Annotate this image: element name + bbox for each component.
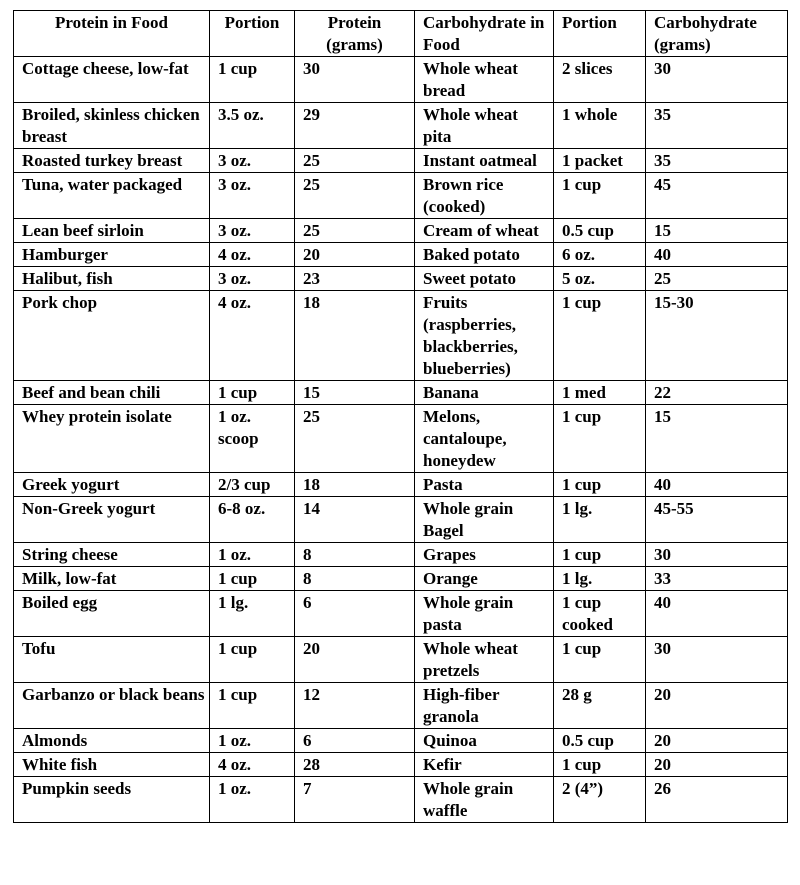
cell-protein-food: Pork chop (14, 291, 210, 381)
table-row (14, 219, 788, 243)
cell-protein-food: Tuna, water packaged (14, 173, 210, 219)
table-row (14, 729, 788, 753)
cell-carb-portion: 1 packet (554, 149, 646, 173)
cell-carb-grams: 26 (646, 777, 788, 823)
cell-carb-food: Cream of wheat (415, 219, 554, 243)
table-row (14, 591, 788, 637)
cell-protein-portion: 1 cup (210, 683, 295, 729)
cell-protein-food: String cheese (14, 543, 210, 567)
cell-protein-food: Beef and bean chili (14, 381, 210, 405)
cell-protein-food: Pumpkin seeds (14, 777, 210, 823)
cell-carb-food: Whole wheat bread (415, 57, 554, 103)
cell-protein-grams: 15 (295, 381, 415, 405)
cell-protein-portion: 1 cup (210, 567, 295, 591)
cell-protein-food: Cottage cheese, low-fat (14, 57, 210, 103)
cell-protein-grams: 14 (295, 497, 415, 543)
cell-protein-food: Boiled egg (14, 591, 210, 637)
cell-carb-food: Whole grain waffle (415, 777, 554, 823)
cell-protein-portion: 1 oz. (210, 777, 295, 823)
cell-carb-portion: 2 slices (554, 57, 646, 103)
cell-carb-portion: 0.5 cup (554, 729, 646, 753)
cell-protein-portion: 2/3 cup (210, 473, 295, 497)
header-carb-grams: Carbohydrate (grams) (646, 11, 788, 57)
cell-carb-food: Sweet potato (415, 267, 554, 291)
cell-protein-grams: 8 (295, 543, 415, 567)
cell-carb-grams: 20 (646, 683, 788, 729)
cell-carb-food: Baked potato (415, 243, 554, 267)
cell-protein-grams: 20 (295, 637, 415, 683)
cell-carb-grams: 30 (646, 637, 788, 683)
header-protein-food: Protein in Food (14, 11, 210, 57)
cell-carb-portion: 5 oz. (554, 267, 646, 291)
cell-protein-food: Garbanzo or black beans (14, 683, 210, 729)
table-row (14, 149, 788, 173)
cell-protein-food: Greek yogurt (14, 473, 210, 497)
cell-carb-grams: 20 (646, 753, 788, 777)
cell-carb-grams: 30 (646, 57, 788, 103)
cell-carb-food: Whole wheat pita (415, 103, 554, 149)
cell-protein-food: Non-Greek yogurt (14, 497, 210, 543)
cell-carb-portion: 0.5 cup (554, 219, 646, 243)
cell-carb-food: Instant oatmeal (415, 149, 554, 173)
cell-carb-portion: 1 cup (554, 173, 646, 219)
cell-carb-portion: 1 med (554, 381, 646, 405)
cell-carb-food: Whole grain Bagel (415, 497, 554, 543)
cell-carb-food: Whole wheat pretzels (415, 637, 554, 683)
table-row (14, 173, 788, 219)
cell-protein-portion: 4 oz. (210, 291, 295, 381)
table-row (14, 567, 788, 591)
cell-carb-portion: 28 g (554, 683, 646, 729)
cell-carb-grams: 22 (646, 381, 788, 405)
cell-carb-grams: 15-30 (646, 291, 788, 381)
cell-carb-grams: 25 (646, 267, 788, 291)
table-row (14, 543, 788, 567)
table-row (14, 753, 788, 777)
cell-protein-grams: 7 (295, 777, 415, 823)
table-row (14, 291, 788, 381)
cell-protein-grams: 28 (295, 753, 415, 777)
cell-carb-portion: 1 cup (554, 473, 646, 497)
header-row (14, 11, 788, 57)
cell-carb-food: Orange (415, 567, 554, 591)
table-body (14, 57, 788, 823)
cell-carb-grams: 20 (646, 729, 788, 753)
cell-carb-grams: 45 (646, 173, 788, 219)
table-row (14, 267, 788, 291)
cell-carb-portion: 2 (4”) (554, 777, 646, 823)
cell-protein-portion: 3 oz. (210, 219, 295, 243)
cell-protein-portion: 4 oz. (210, 243, 295, 267)
cell-carb-portion: 1 lg. (554, 567, 646, 591)
cell-carb-portion: 1 cup (554, 543, 646, 567)
cell-carb-portion: 1 whole (554, 103, 646, 149)
cell-carb-food: Pasta (415, 473, 554, 497)
cell-protein-grams: 6 (295, 591, 415, 637)
cell-protein-food: Roasted turkey breast (14, 149, 210, 173)
cell-carb-food: Whole grain pasta (415, 591, 554, 637)
cell-protein-grams: 8 (295, 567, 415, 591)
cell-protein-portion: 1 oz. scoop (210, 405, 295, 473)
cell-carb-portion: 1 lg. (554, 497, 646, 543)
cell-protein-grams: 29 (295, 103, 415, 149)
cell-protein-grams: 12 (295, 683, 415, 729)
cell-carb-grams: 15 (646, 405, 788, 473)
cell-protein-food: Almonds (14, 729, 210, 753)
cell-protein-food: Milk, low-fat (14, 567, 210, 591)
table-row (14, 497, 788, 543)
cell-carb-food: Fruits (raspberries, blackberries, blueberries) (415, 291, 554, 381)
cell-carb-grams: 35 (646, 149, 788, 173)
cell-protein-grams: 23 (295, 267, 415, 291)
cell-protein-grams: 25 (295, 405, 415, 473)
cell-carb-grams: 35 (646, 103, 788, 149)
cell-protein-food: Tofu (14, 637, 210, 683)
cell-protein-portion: 3 oz. (210, 149, 295, 173)
cell-protein-grams: 25 (295, 149, 415, 173)
table-row (14, 777, 788, 823)
cell-protein-portion: 4 oz. (210, 753, 295, 777)
table-row (14, 57, 788, 103)
table-row (14, 103, 788, 149)
cell-protein-grams: 30 (295, 57, 415, 103)
cell-protein-food: White fish (14, 753, 210, 777)
cell-protein-grams: 25 (295, 219, 415, 243)
header-carb-food: Carbohydrate in Food (415, 11, 554, 57)
cell-carb-portion: 1 cup (554, 753, 646, 777)
cell-protein-portion: 1 oz. (210, 729, 295, 753)
cell-protein-portion: 3 oz. (210, 173, 295, 219)
cell-protein-portion: 1 cup (210, 637, 295, 683)
cell-carb-grams: 40 (646, 473, 788, 497)
cell-carb-food: Melons, cantaloupe, honeydew (415, 405, 554, 473)
cell-protein-grams: 20 (295, 243, 415, 267)
cell-protein-portion: 1 lg. (210, 591, 295, 637)
cell-protein-food: Broiled, skinless chicken breast (14, 103, 210, 149)
table-row (14, 473, 788, 497)
cell-protein-food: Whey protein isolate (14, 405, 210, 473)
cell-protein-grams: 6 (295, 729, 415, 753)
cell-carb-food: Quinoa (415, 729, 554, 753)
cell-protein-food: Hamburger (14, 243, 210, 267)
cell-carb-grams: 30 (646, 543, 788, 567)
cell-carb-food: Banana (415, 381, 554, 405)
cell-carb-grams: 45-55 (646, 497, 788, 543)
cell-protein-portion: 1 oz. (210, 543, 295, 567)
cell-carb-food: Grapes (415, 543, 554, 567)
table-row (14, 243, 788, 267)
cell-carb-portion: 1 cup cooked (554, 591, 646, 637)
cell-protein-portion: 1 cup (210, 381, 295, 405)
cell-carb-grams: 40 (646, 243, 788, 267)
nutrition-table (13, 10, 788, 823)
table-row (14, 381, 788, 405)
cell-protein-grams: 25 (295, 173, 415, 219)
cell-protein-portion: 3.5 oz. (210, 103, 295, 149)
cell-carb-grams: 40 (646, 591, 788, 637)
cell-protein-portion: 1 cup (210, 57, 295, 103)
table-row (14, 637, 788, 683)
cell-carb-portion: 6 oz. (554, 243, 646, 267)
cell-carb-grams: 15 (646, 219, 788, 243)
header-portion: Portion (210, 11, 295, 57)
cell-carb-portion: 1 cup (554, 291, 646, 381)
cell-protein-food: Lean beef sirloin (14, 219, 210, 243)
cell-protein-food: Halibut, fish (14, 267, 210, 291)
cell-protein-portion: 3 oz. (210, 267, 295, 291)
header-protein-grams: Protein (grams) (295, 11, 415, 57)
cell-protein-portion: 6-8 oz. (210, 497, 295, 543)
cell-protein-grams: 18 (295, 473, 415, 497)
cell-carb-portion: 1 cup (554, 637, 646, 683)
cell-carb-food: Brown rice (cooked) (415, 173, 554, 219)
table-row (14, 405, 788, 473)
header-carb-portion: Portion (554, 11, 646, 57)
cell-carb-grams: 33 (646, 567, 788, 591)
cell-carb-food: High-fiber granola (415, 683, 554, 729)
table-row (14, 683, 788, 729)
cell-carb-food: Kefir (415, 753, 554, 777)
cell-carb-portion: 1 cup (554, 405, 646, 473)
cell-protein-grams: 18 (295, 291, 415, 381)
